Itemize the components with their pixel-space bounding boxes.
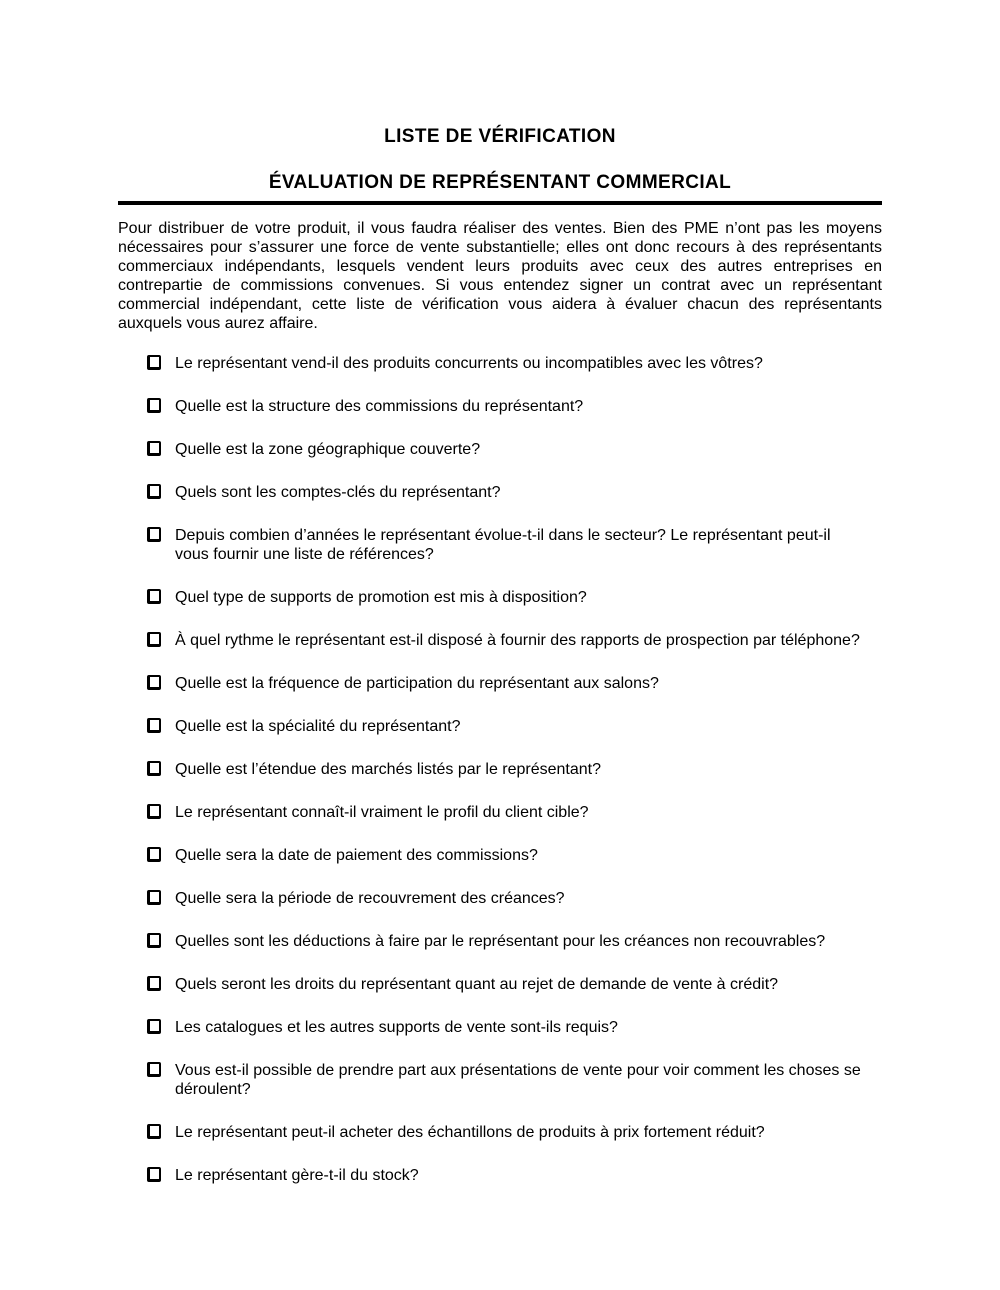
checklist-item-label: Depuis combien d’années le représentant évolue-t-il dans le secteur? Le représentant peut-il vous fournir une liste de références? bbox=[175, 527, 831, 563]
checklist-item bbox=[118, 588, 882, 607]
checklist-item-label: Quelle est la zone géographique couverte? bbox=[175, 441, 481, 458]
checklist-item-label: Quelle est la spécialité du représentant? bbox=[175, 718, 461, 735]
checkbox-icon[interactable] bbox=[147, 718, 161, 733]
checklist-item-label: Quelle sera la date de paiement des commissions? bbox=[175, 847, 538, 864]
checkbox-icon[interactable] bbox=[147, 1062, 161, 1077]
checklist-item bbox=[118, 674, 882, 693]
checkbox-icon[interactable] bbox=[147, 589, 161, 604]
checkbox-icon[interactable] bbox=[147, 976, 161, 991]
checklist-item bbox=[118, 932, 882, 951]
checklist bbox=[118, 354, 882, 1185]
checkbox-icon[interactable] bbox=[147, 847, 161, 862]
checklist-item-label: Quelle est la structure des commissions du représentant? bbox=[175, 398, 584, 415]
checkbox-icon[interactable] bbox=[147, 355, 161, 370]
checklist-item bbox=[118, 760, 882, 779]
checklist-item bbox=[118, 483, 882, 502]
checklist-item-label: Quels sont les comptes-clés du représentant? bbox=[175, 484, 501, 501]
checklist-item bbox=[118, 803, 882, 822]
checklist-item bbox=[118, 631, 882, 650]
checklist-item-label: Quels seront les droits du représentant quant au rejet de demande de vente à crédit? bbox=[175, 976, 779, 993]
checklist-item bbox=[118, 1123, 882, 1142]
checklist-item bbox=[118, 1018, 882, 1037]
checkbox-icon[interactable] bbox=[147, 933, 161, 948]
checklist-item bbox=[118, 440, 882, 459]
checklist-item bbox=[118, 1061, 882, 1099]
checkbox-icon[interactable] bbox=[147, 441, 161, 456]
checklist-item bbox=[118, 1166, 882, 1185]
checklist-item bbox=[118, 354, 882, 373]
checklist-item-label: Vous est-il possible de prendre part aux présentations de vente pour voir comment les choses se déroulent? bbox=[175, 1062, 861, 1098]
checklist-item-label: Quelle sera la période de recouvrement des créances? bbox=[175, 890, 565, 907]
checkbox-icon[interactable] bbox=[147, 484, 161, 499]
checkbox-icon[interactable] bbox=[147, 527, 161, 542]
checkbox-icon[interactable] bbox=[147, 761, 161, 776]
checklist-item bbox=[118, 397, 882, 416]
checkbox-icon[interactable] bbox=[147, 675, 161, 690]
checklist-item bbox=[118, 717, 882, 736]
checklist-item-label: À quel rythme le représentant est-il disposé à fournir des rapports de prospection par téléphone? bbox=[175, 632, 860, 649]
title-divider bbox=[118, 201, 882, 205]
checkbox-icon[interactable] bbox=[147, 398, 161, 413]
checklist-item bbox=[118, 889, 882, 908]
checklist-item bbox=[118, 526, 882, 564]
checklist-item-label: Les catalogues et les autres supports de vente sont-ils requis? bbox=[175, 1019, 618, 1036]
checklist-item-label: Le représentant connaît-il vraiment le profil du client cible? bbox=[175, 804, 589, 821]
checklist-item-label: Quelles sont les déductions à faire par le représentant pour les créances non recouvrables? bbox=[175, 933, 826, 950]
checklist-item-label: Le représentant vend-il des produits concurrents ou incompatibles avec les vôtres? bbox=[175, 355, 763, 372]
checkbox-icon[interactable] bbox=[147, 632, 161, 647]
checklist-item-label: Quelle est l’étendue des marchés listés par le représentant? bbox=[175, 761, 602, 778]
checkbox-icon[interactable] bbox=[147, 1167, 161, 1182]
checklist-item bbox=[118, 846, 882, 865]
checkbox-icon[interactable] bbox=[147, 1124, 161, 1139]
checklist-item bbox=[118, 975, 882, 994]
document-subtitle: ÉVALUATION DE REPRÉSENTANT COMMERCIAL bbox=[268, 172, 732, 193]
intro-paragraph: Pour distribuer de votre produit, il vous faudra réaliser des ventes. Bien des PME n’ont pas les moyens nécessaires pour s’assurer une force de vente substantielle; elles ont donc recours à des représentants commerciaux indépendants, lesquels vendent leurs produits avec ceux des autres entreprises en contrepartie de commissions convenues. Si vous entendez signer un contrat avec un représentant commercial indépendant, cette liste de vérification vous aidera à évaluer chacun des représentants auxquels vous aurez affaire. bbox=[118, 220, 882, 332]
checkbox-icon[interactable] bbox=[147, 890, 161, 905]
checkbox-icon[interactable] bbox=[147, 804, 161, 819]
checklist-item-label: Le représentant peut-il acheter des échantillons de produits à prix fortement réduit? bbox=[175, 1124, 765, 1141]
checklist-item-label: Quel type de supports de promotion est mis à disposition? bbox=[175, 589, 587, 606]
document-title: LISTE DE VÉRIFICATION bbox=[384, 126, 616, 147]
checklist-item-label: Quelle est la fréquence de participation du représentant aux salons? bbox=[175, 675, 659, 692]
checkbox-icon[interactable] bbox=[147, 1019, 161, 1034]
checklist-item-label: Le représentant gère-t-il du stock? bbox=[175, 1167, 419, 1184]
